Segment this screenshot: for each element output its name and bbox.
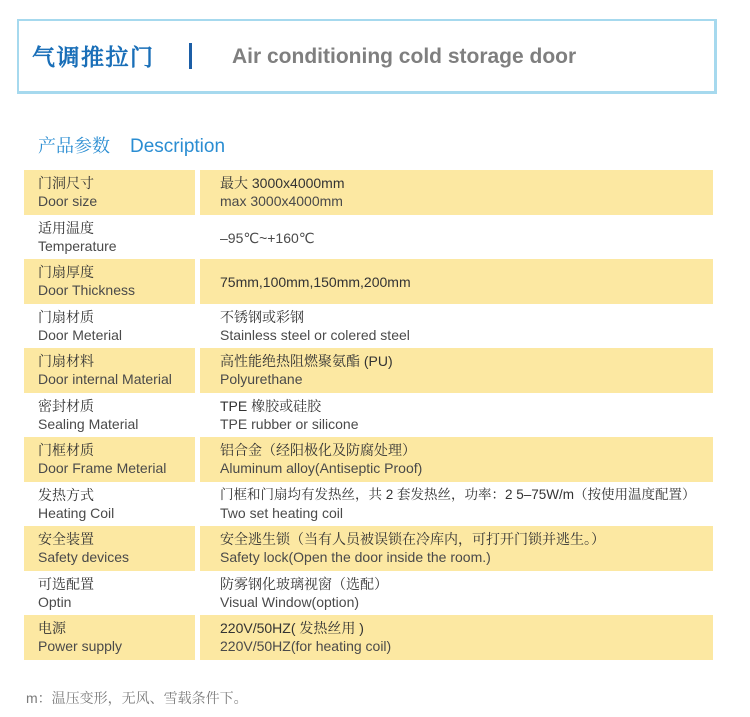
spec-value-en: Two set heating coil (220, 504, 343, 521)
spec-row-door-size (24, 170, 713, 215)
spec-value-cn: 铝合金（经阳极化及防腐处理） (220, 442, 416, 459)
spec-label-cn: 密封材质 (38, 397, 94, 414)
spec-label-en: Door size (38, 193, 98, 210)
spec-value-cn: 安全逃生锁（当有人员被误锁在冷库内，可打开门锁并逃生。） (220, 531, 605, 548)
spec-row-options (24, 571, 713, 616)
spec-value-cell (200, 571, 713, 616)
spec-label-cell (24, 348, 195, 393)
spec-label-cell (24, 571, 195, 616)
spec-label-cell (24, 482, 195, 527)
spec-value-cell (200, 615, 713, 660)
spec-value-en: 220V/50HZ(for heating coil) (220, 638, 392, 655)
spec-value-en: Stainless steel or colered steel (220, 326, 410, 343)
spec-label-en: Door internal Material (38, 371, 172, 388)
spec-label-en: Power supply (38, 638, 123, 655)
spec-value-cn: 不锈钢或彩钢 (220, 308, 304, 325)
spec-value-cell (200, 215, 713, 260)
spec-value-cn: 220V/50HZ( 发热丝用 ) (220, 620, 364, 637)
spec-value-cell (200, 526, 713, 571)
spec-value-cell (200, 393, 713, 438)
section-title-en: Description (130, 136, 226, 157)
spec-label-en: Temperature (38, 237, 117, 254)
spec-label-en: Door Frame Meterial (38, 460, 167, 477)
spec-label-en: Sealing Material (38, 415, 139, 432)
spec-value-en: Polyurethane (220, 371, 303, 388)
spec-label-en: Door Meterial (38, 326, 123, 343)
spec-row-door-internal-material (24, 348, 713, 393)
spec-label-en: Optin (38, 593, 72, 610)
spec-row-safety-devices (24, 526, 713, 571)
spec-value-cn: 门框和门扇均有发热丝，共 2 套发热丝，功率：2 5–75W/m（按使用温度配置） (220, 486, 696, 502)
page-title-en: Air conditioning cold storage door (232, 45, 577, 68)
spec-label-cell (24, 393, 195, 438)
spec-label-cell (24, 215, 195, 260)
spec-row-door-thickness (24, 259, 713, 304)
spec-value-cn: TPE 橡胶或硅胶 (220, 397, 322, 414)
spec-value-en: Visual Window(option) (220, 593, 360, 610)
spec-value-cn: 防雾钢化玻璃视窗（选配） (220, 575, 388, 592)
spec-value-cell (200, 259, 713, 304)
spec-label-cn: 门扇材质 (38, 308, 94, 325)
spec-label-cell (24, 304, 195, 349)
spec-label-cn: 可选配置 (38, 575, 94, 592)
spec-label-cell (24, 526, 195, 571)
spec-label-cn: 电源 (38, 620, 66, 637)
spec-row-power-supply (24, 615, 713, 660)
spec-label-cell (24, 437, 195, 482)
spec-label-cell (24, 170, 195, 215)
spec-value-en: max 3000x4000mm (220, 193, 343, 210)
spec-row-sealing-material (24, 393, 713, 438)
spec-value-en: Safety lock(Open the door inside the room.) (220, 549, 491, 566)
spec-value-cell (200, 437, 713, 482)
spec-label-cn: 安全装置 (38, 531, 94, 548)
title-divider-bar (189, 43, 192, 69)
spec-row-door-frame-material (24, 437, 713, 482)
section-heading (38, 134, 225, 160)
spec-table (24, 170, 713, 660)
page-title-cn: 气调推拉门 (32, 44, 155, 70)
spec-label-en: Heating Coil (38, 504, 115, 521)
spec-label-en: Safety devices (38, 549, 130, 566)
spec-value-cell (200, 304, 713, 349)
spec-value: –95℃~+160℃ (220, 229, 315, 246)
spec-value-cell (200, 482, 713, 527)
spec-label-cell (24, 259, 195, 304)
spec-row-heating-coil (24, 482, 713, 527)
spec-label-cn: 发热方式 (38, 486, 94, 503)
spec-value-en: Aluminum alloy(Antiseptic Proof) (220, 460, 423, 477)
spec-value: 75mm,100mm,150mm,200mm (220, 274, 411, 291)
spec-label-en: Door Thickness (38, 282, 136, 299)
spec-label-cn: 门洞尺寸 (38, 175, 94, 192)
spec-label-cn: 门扇材料 (38, 353, 94, 370)
spec-value-cn: 最大 3000x4000mm (220, 175, 345, 192)
spec-label-cn: 适用温度 (38, 219, 94, 236)
spec-row-door-material (24, 304, 713, 349)
section-title-cn: 产品参数 (38, 136, 110, 156)
spec-row-temperature (24, 215, 713, 260)
spec-value-en: TPE rubber or silicone (220, 415, 359, 432)
spec-label-cell (24, 615, 195, 660)
spec-label-cn: 门扇厚度 (38, 264, 94, 281)
footnote: m：温压变形，无风、雪载条件下。 (26, 690, 248, 706)
spec-label-cn: 门框材质 (38, 442, 94, 459)
spec-value-cell (200, 348, 713, 393)
spec-value-cn: 高性能绝热阻燃聚氨酯 (PU) (220, 353, 393, 370)
spec-value-cell (200, 170, 713, 215)
